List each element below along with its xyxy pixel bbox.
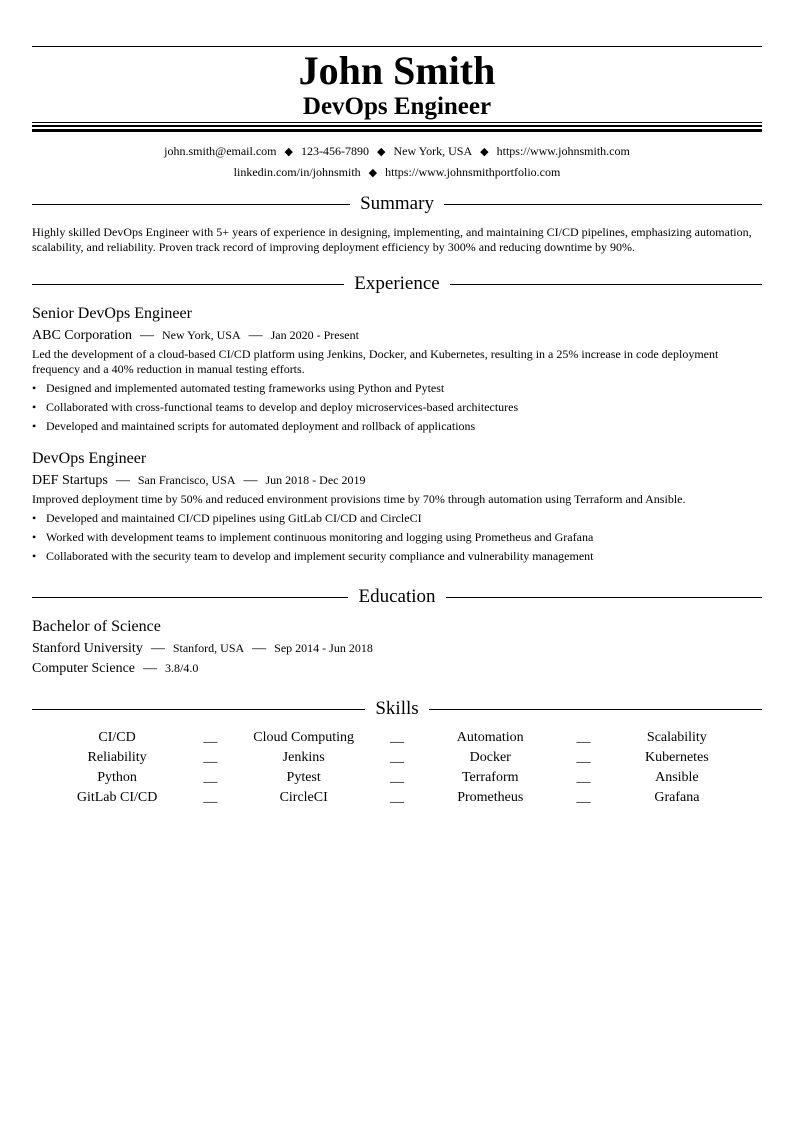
portfolio-link[interactable]: https://www.johnsmithportfolio.com	[385, 165, 561, 179]
skill-item: GitLab CI/CD	[76, 790, 158, 805]
skill-separator: __	[576, 730, 591, 745]
education-meta	[32, 639, 373, 658]
education-heading	[32, 586, 762, 608]
diamond-icon: ◆	[376, 146, 386, 158]
summary-heading	[32, 193, 762, 215]
dash-separator: —	[243, 473, 258, 488]
bullet-icon: •	[32, 549, 37, 563]
skill-item: Prometheus	[457, 790, 524, 805]
job-description: Led the development of a cloud-based CI/CD platform using Jenkins, Docker, and Kubernetes, resulting in a 25% increase in code deployment frequency and a 40% reduction in manual testing efforts.	[32, 347, 719, 376]
skill-separator: __	[389, 750, 404, 765]
skill-item: Automation	[456, 730, 524, 745]
skill-separator: __	[576, 770, 591, 785]
skill-item: CI/CD	[98, 730, 136, 745]
skill-separator: __	[203, 750, 218, 765]
skill-item: Reliability	[87, 750, 147, 765]
skill-item: Pytest	[286, 770, 321, 785]
job-description: Improved deployment time by 50% and reduced environment provisions time by 70% through automation using Terraform and Ansible.	[32, 492, 686, 506]
location-text: New York, USA	[393, 144, 473, 158]
list-item: • Collaborated with cross-functional teams to develop and deploy microservices-based architectures	[32, 398, 762, 417]
skills-row	[32, 768, 762, 788]
divider	[450, 284, 762, 285]
section-title: Education	[358, 586, 436, 607]
section-title: Summary	[360, 193, 434, 214]
skill-item: Grafana	[654, 790, 700, 805]
skill-item: Ansible	[655, 770, 699, 785]
job-location: New York, USA	[161, 328, 241, 342]
dash-separator: —	[115, 473, 130, 488]
field-of-study: Computer Science	[32, 661, 136, 676]
diamond-icon: ◆	[368, 167, 378, 179]
linkedin-link[interactable]: linkedin.com/in/johnsmith	[233, 165, 361, 179]
dash-separator: —	[143, 661, 158, 676]
section-title: Skills	[375, 698, 419, 719]
skills-row	[32, 748, 762, 768]
school-location: Stanford, USA	[172, 641, 245, 655]
skill-item: Jenkins	[282, 750, 325, 765]
dash-separator: —	[248, 328, 263, 343]
divider	[429, 709, 762, 710]
skill-separator: __	[576, 790, 591, 805]
school-name: Stanford University	[32, 641, 143, 656]
list-item: • Collaborated with the security team to develop and implement security compliance and vulnerability management	[32, 547, 762, 566]
divider	[32, 204, 350, 205]
dash-separator: —	[150, 641, 165, 656]
dash-separator: —	[139, 328, 154, 343]
candidate-name: John Smith	[298, 48, 496, 93]
skills-row	[32, 728, 762, 748]
divider	[32, 709, 365, 710]
contact-line-1	[32, 143, 762, 160]
divider	[32, 597, 348, 598]
job-bullets	[32, 509, 762, 566]
job-bullets	[32, 379, 762, 436]
list-item: • Worked with development teams to implement continuous monitoring and logging using Prometheus and Grafana	[32, 528, 762, 547]
company-name: ABC Corporation	[32, 328, 132, 343]
bullet-icon: •	[32, 381, 37, 395]
section-title: Experience	[354, 273, 440, 294]
dash-separator: —	[252, 641, 267, 656]
skill-item: Python	[97, 770, 137, 785]
field-meta	[32, 659, 198, 678]
skill-item: Scalability	[646, 730, 707, 745]
bullet-icon: •	[32, 511, 37, 525]
skill-item: Cloud Computing	[253, 730, 355, 745]
bullet-icon: •	[32, 419, 37, 433]
website-link[interactable]: https://www.johnsmith.com	[496, 144, 630, 158]
divider	[32, 284, 344, 285]
skill-item: Terraform	[461, 770, 519, 785]
experience-heading	[32, 273, 762, 295]
skill-separator: __	[389, 770, 404, 785]
skills-table	[32, 728, 762, 808]
job-dates: Jan 2020 - Present	[270, 328, 359, 342]
skill-separator: __	[389, 790, 404, 805]
skill-separator: __	[389, 730, 404, 745]
contact-line-2	[32, 164, 762, 181]
list-item: • Designed and implemented automated testing frameworks using Python and Pytest	[32, 379, 762, 398]
candidate-title: DevOps Engineer	[302, 93, 492, 120]
divider	[446, 597, 762, 598]
diamond-icon: ◆	[284, 146, 293, 158]
list-item: • Developed and maintained CI/CD pipelines using GitLab CI/CD and CircleCI	[32, 509, 762, 528]
company-name: DEF Startups	[32, 473, 108, 488]
phone-text: 123-456-7890	[300, 144, 369, 158]
skill-separator: __	[203, 730, 218, 745]
top-rule	[32, 46, 762, 47]
education-dates: Sep 2014 - Jun 2018	[274, 641, 373, 655]
skill-item: CircleCI	[279, 790, 328, 805]
header-rule	[32, 122, 762, 123]
email-link[interactable]: john.smith@email.com	[164, 144, 277, 158]
job-meta	[32, 326, 359, 345]
skills-heading	[32, 698, 762, 720]
job-location: San Francisco, USA	[137, 473, 236, 487]
header-rule	[32, 129, 762, 132]
degree-title: Bachelor of Science	[32, 618, 161, 635]
job-dates: Jun 2018 - Dec 2019	[265, 473, 366, 487]
skill-separator: __	[203, 770, 218, 785]
header-rule	[32, 125, 762, 127]
skill-item: Docker	[469, 750, 511, 765]
bullet-icon: •	[32, 530, 37, 544]
bullet-icon: •	[32, 400, 37, 414]
job-title: Senior DevOps Engineer	[32, 305, 192, 322]
job-meta	[32, 471, 366, 490]
skills-row	[32, 788, 762, 808]
skill-separator: __	[203, 790, 218, 805]
summary-text: Highly skilled DevOps Engineer with 5+ years of experience in designing, implementing, and maintaining CI/CD pipelines, emphasizing automation, scalability, and reliability. Proven track record of improving deployment efficiency by 300% and reducing downtime by 90%.	[32, 225, 752, 254]
list-item: • Developed and maintained scripts for automated deployment and rollback of applications	[32, 417, 762, 436]
skill-separator: __	[576, 750, 591, 765]
job-title: DevOps Engineer	[32, 450, 147, 467]
gpa-value: 3.8/4.0	[165, 661, 199, 675]
divider	[444, 204, 762, 205]
skill-item: Kubernetes	[644, 750, 709, 765]
diamond-icon: ◆	[480, 146, 489, 158]
